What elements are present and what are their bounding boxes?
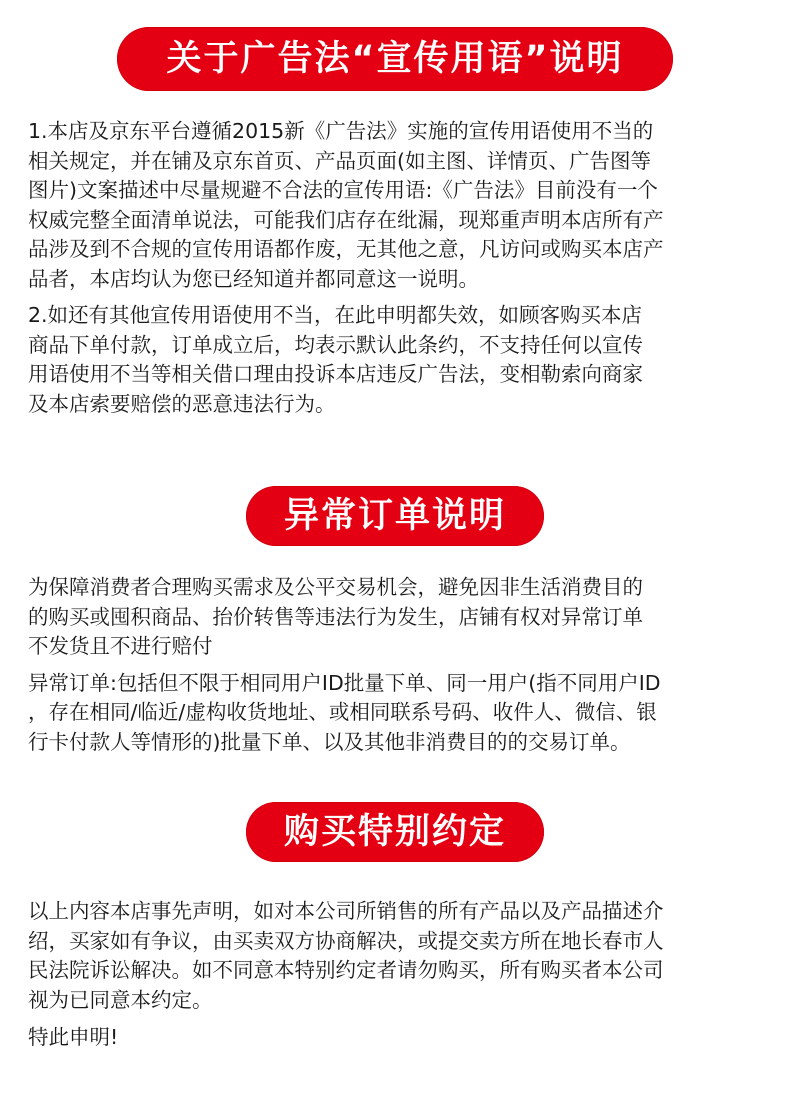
special-agreement-paragraph-2: 特此申明! xyxy=(28,1025,119,1049)
abnormal-order-title: 异常订单说明 xyxy=(283,496,506,536)
advertising-law-section xyxy=(28,117,770,419)
special-agreement-banner xyxy=(246,802,544,862)
advertising-law-paragraph-1: 1.本店及京东平台遵循2015新《广告法》实施的宣传用语使用不当的 相关规定，并在铺及京东首页、产品页面(如主图、详情页、广告图等 图片)文案描述中尽量规避不合法的宣传用语:《广告法》目前没有一个 权威完整全面清单说法，可能我们店存在纰漏，现郑重声明本店所有产 品涉及到不合规的宣传用语都作废，无其他之意，凡访问或购买本店产 品者，本店均认为您已经知道并都同意这一说明。 xyxy=(28,119,664,291)
advertising-law-banner xyxy=(117,27,673,91)
abnormal-order-section xyxy=(28,573,770,757)
special-agreement-paragraph-1: 以上内容本店事先声明，如对本公司所销售的所有产品以及产品描述介 绍，买家如有争议，由买卖双方协商解决，或提交卖方所在地长春市人 民法院诉讼解决。如不同意本特别约定者请勿购买，所有购买者本公司 视为已同意本约定。 xyxy=(28,899,664,1012)
advertising-law-title: 关于广告法“宣传用语”说明 xyxy=(166,39,624,79)
abnormal-order-banner xyxy=(246,486,544,546)
special-agreement-title: 购买特别约定 xyxy=(283,812,506,852)
advertising-law-paragraph-2: 2.如还有其他宣传用语使用不当，在此申明都失效，如顾客购买本店 商品下单付款，订单成立后，均表示默认此条约，不支持任何以宣传 用语使用不当等相关借口理由投诉本店违反广告法，变相勒索向商家 及本店索要赔偿的恶意违法行为。 xyxy=(28,303,643,416)
abnormal-order-paragraph-1: 为保障消费者合理购买需求及公平交易机会，避免因非生活消费目的 的购买或囤积商品、抬价转售等违法行为发生，店铺有权对异常订单 不发货且不进行赔付 xyxy=(28,575,643,658)
special-agreement-section xyxy=(28,897,770,1053)
abnormal-order-paragraph-2: 异常订单:包括但不限于相同用户ID批量下单、同一用户(指不同用户ID ，存在相同/临近/虚构收货地址、或相同联系号码、收件人、微信、银 行卡付款人等情形的)批量下单、以及其他非消费目的的交易订单。 xyxy=(28,670,661,754)
